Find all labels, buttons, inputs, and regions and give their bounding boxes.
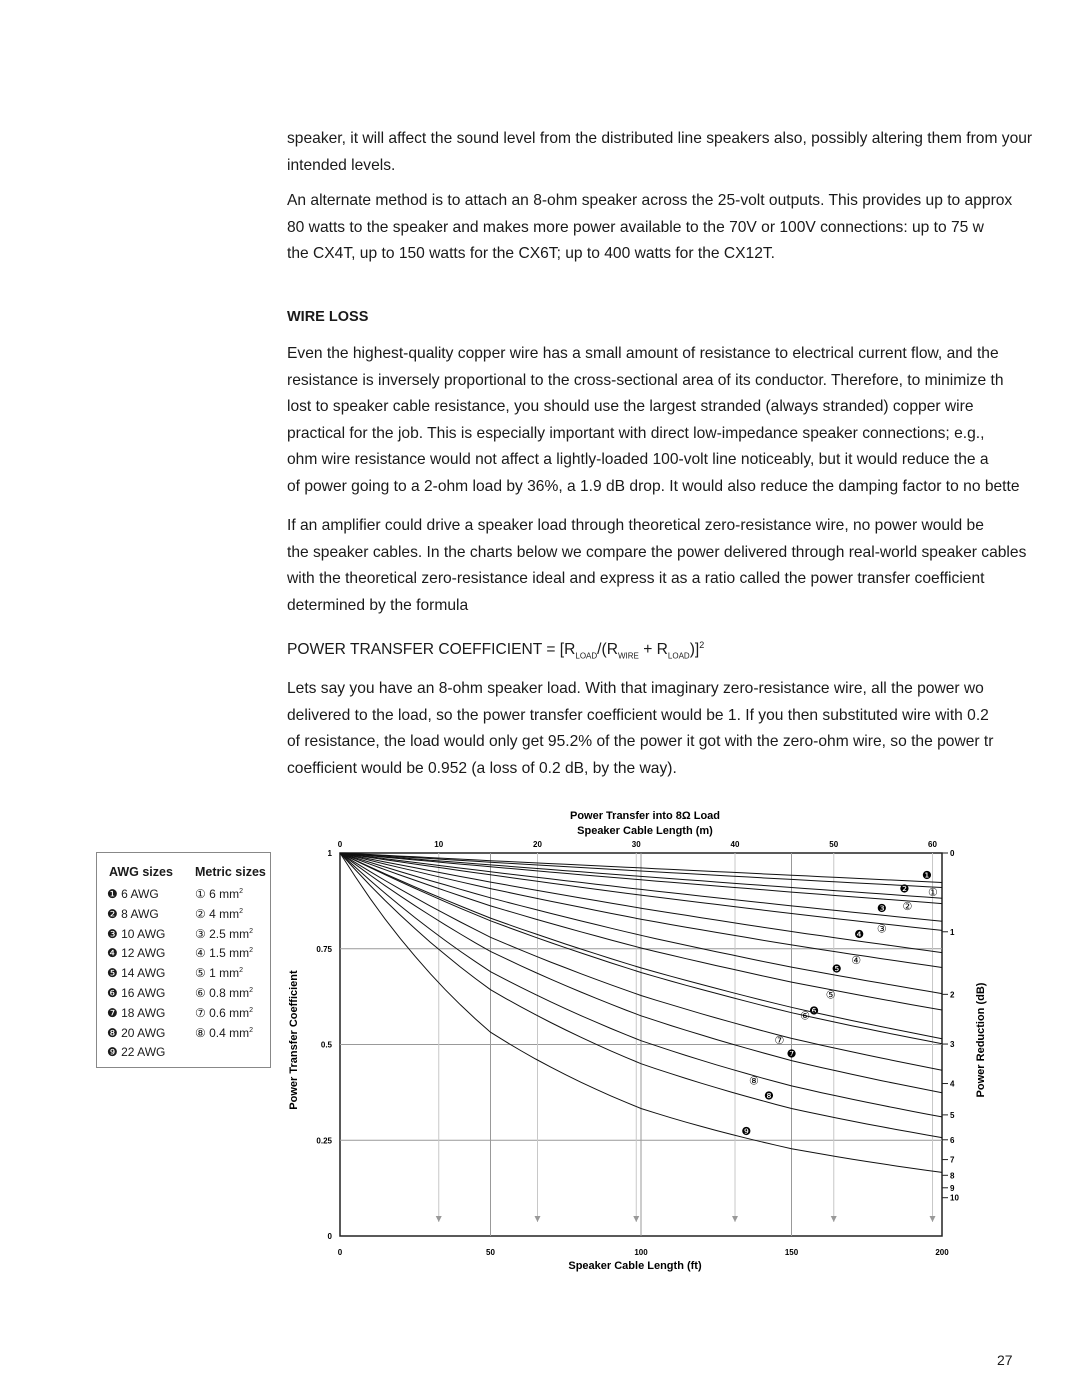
metre-guide-arrow [930, 1216, 936, 1222]
legend-awg-item: ❼ 18 AWG [107, 1005, 166, 1020]
metre-guide-arrow [831, 1216, 837, 1222]
legend-awg-item: ❺ 14 AWG [107, 966, 166, 981]
y-tick-label: 0.75 [316, 944, 332, 954]
right-tick-label: 2 [950, 990, 955, 1000]
right-tick-label: 10 [950, 1193, 959, 1203]
legend-metric-item: ④ 1.5 $mm^2$ [195, 946, 254, 961]
text-line: An alternate method is to attach an 8-ohm speaker across the 25-volt outputs. This provides up to approx [287, 192, 1013, 209]
text-line: intended levels. [287, 156, 396, 174]
legend-metric-item: ⑦ 0.6 $mm^2$ [195, 1005, 254, 1020]
x-axis-label: Speaker Cable Length (ft) [568, 1260, 702, 1272]
text-line: ohm wire resistance would not affect a lightly-loaded 100-volt line noticeably, but it would reduce the a [287, 451, 989, 468]
text-line: If an amplifier could drive a speaker load through theoretical zero-resistance wire, no power would be [287, 517, 984, 534]
legend-metric-item: ⑧ 0.4 $mm^2$ [195, 1025, 254, 1040]
chart-title: Power Transfer into 8Ω Load [569, 810, 721, 822]
legend-metric-item: ① 6 $mm^2$ [195, 887, 244, 901]
text-line: lost to speaker cable resistance, you should use the largest stranded (always stranded) copper wire [287, 398, 974, 415]
series-label: ❽ [763, 1090, 774, 1103]
text-line: Even the highest-quality copper wire has a small amount of resistance to electrical current flow, and the [287, 345, 999, 362]
right-tick-label: 7 [950, 1155, 955, 1165]
x-tick-label: 100 [634, 1248, 648, 1257]
series-label: ❶ [922, 869, 932, 882]
page-number: 27 [997, 1352, 1013, 1368]
series-label: ③ [876, 923, 887, 936]
top-tick-label: 40 [730, 840, 740, 849]
legend-metric-item: ⑤ 1 $mm^2$ [195, 966, 244, 981]
text-line: of power going to a 2-ohm load by 36%, a 1.9 dB drop. It would also reduce the damping factor to no bette [287, 477, 1020, 495]
x-tick-label: 150 [784, 1248, 799, 1257]
legend-awg-item: ❹ 12 AWG [107, 946, 166, 961]
legend-awg-item: ❽ 20 AWG [107, 1025, 166, 1040]
right-tick-label: 5 [950, 1110, 955, 1120]
series-label: ❻ [809, 1005, 820, 1018]
series-label: ❼ [786, 1048, 797, 1061]
text-line: Lets say you have an 8-ohm speaker load. With that imaginary zero-resistance wire, all the power wo [287, 680, 984, 697]
right-tick-label: 1 [950, 927, 955, 937]
text-line: delivered to the load, so the power transfer coefficient would be 1. If you then substituted wire with 0.2 [287, 706, 989, 724]
right-tick-label: 0 [950, 849, 955, 858]
series-label: ❹ [854, 929, 865, 942]
series-label: ⑤ [825, 989, 836, 1002]
text-line: the CX4T, up to 150 watts for the CX6T; up to 400 watts for the CX12T. [287, 245, 776, 262]
text-line: with the theoretical zero-resistance ideal and express it as a ratio called the power transfer coefficient [287, 570, 985, 587]
metre-guide-arrow [732, 1216, 738, 1222]
legend-awg-item: ❶ 6 AWG [107, 887, 159, 901]
right-tick-label: 8 [950, 1171, 955, 1181]
series-label: ❾ [741, 1126, 752, 1139]
top-tick-label: 60 [928, 840, 937, 849]
top-tick-label: 50 [829, 840, 839, 849]
metre-guide-arrow [535, 1216, 541, 1222]
right-axis-label: Power Reduction (dB) [975, 982, 987, 1098]
text-line: the speaker cables. In the charts below we compare the power delivered through real-world speaker cables [287, 543, 1027, 561]
x-tick-label: 0 [337, 1248, 343, 1257]
legend-metric-item: ⑥ 0.8 $mm^2$ [195, 986, 254, 1000]
series-label: ⑥ [800, 1010, 810, 1023]
x-tick-label: 50 [486, 1248, 495, 1257]
text-line: of resistance, the load would only get 95.2% of the power it got with the zero-ohm wire, so the power tr [287, 733, 994, 750]
series-label: ❸ [876, 903, 887, 916]
legend-awg-header: AWG sizes [109, 865, 173, 879]
series-label: ❷ [899, 883, 910, 896]
legend-awg-item: ❸ 10 AWG [107, 926, 166, 941]
y-tick-label: 0.5 [320, 1040, 332, 1050]
series-label: ① [928, 886, 938, 899]
legend-metric-item: ③ 2.5 $mm^2$ [195, 926, 254, 941]
metre-guide-arrow [436, 1216, 442, 1222]
y-tick-label: 0.25 [316, 1136, 332, 1146]
legend-awg-item: ❾ 22 AWG [107, 1045, 166, 1060]
section-heading: WIRE LOSS [287, 309, 369, 325]
series-label: ⑧ [748, 1075, 759, 1088]
legend-metric-item: ② 4 $mm^2$ [195, 906, 244, 921]
y-tick-label: 1 [327, 849, 332, 858]
right-tick-label: 4 [950, 1079, 955, 1089]
y-tick-label: 0 [327, 1232, 332, 1241]
formula: POWER TRANSFER COEFFICIENT = $[R_{LOAD}/(R_{WIRE} + R_{LOAD})]^2$ [287, 640, 705, 661]
text-line: practical for the job. This is especially important with direct low-impedance speaker connections; e.g., [287, 424, 985, 442]
right-tick-label: 6 [950, 1135, 955, 1145]
top-tick-label: 20 [533, 840, 542, 849]
y-axis-label: Power Transfer Coefficient [288, 970, 300, 1110]
series-label: ⑦ [774, 1035, 785, 1048]
text-line: 80 watts to the speaker and makes more power available to the 70V or 100V connections: up to 75 w [287, 218, 984, 236]
series-label: ④ [851, 954, 862, 967]
top-tick-label: 10 [434, 840, 444, 849]
top-tick-label: 0 [337, 840, 343, 849]
top-tick-label: 30 [631, 840, 641, 849]
right-tick-label: 9 [950, 1183, 955, 1193]
legend-awg-item: ❷ 8 AWG [107, 906, 159, 921]
series-label: ❺ [831, 963, 842, 976]
top-axis-label: Speaker Cable Length (m) [577, 825, 713, 837]
x-tick-label: 200 [935, 1248, 949, 1257]
text-line: speaker, it will affect the sound level from the distributed line speakers also, possibly altering them from your [287, 130, 1033, 147]
series-label: ② [902, 900, 913, 913]
legend-metric-header: Metric sizes [195, 865, 266, 879]
metre-guide-arrow [633, 1216, 639, 1222]
right-tick-label: 3 [950, 1040, 955, 1050]
text-line: coefficient would be 0.952 (a loss of 0.2 dB, by the way). [287, 759, 677, 777]
legend-awg-item: ❻ 16 AWG [107, 986, 166, 1000]
text-line: resistance is inversely proportional to the cross-sectional area of its conductor. Therefore, to minimize th [287, 371, 1004, 389]
text-line: determined by the formula [287, 596, 469, 614]
